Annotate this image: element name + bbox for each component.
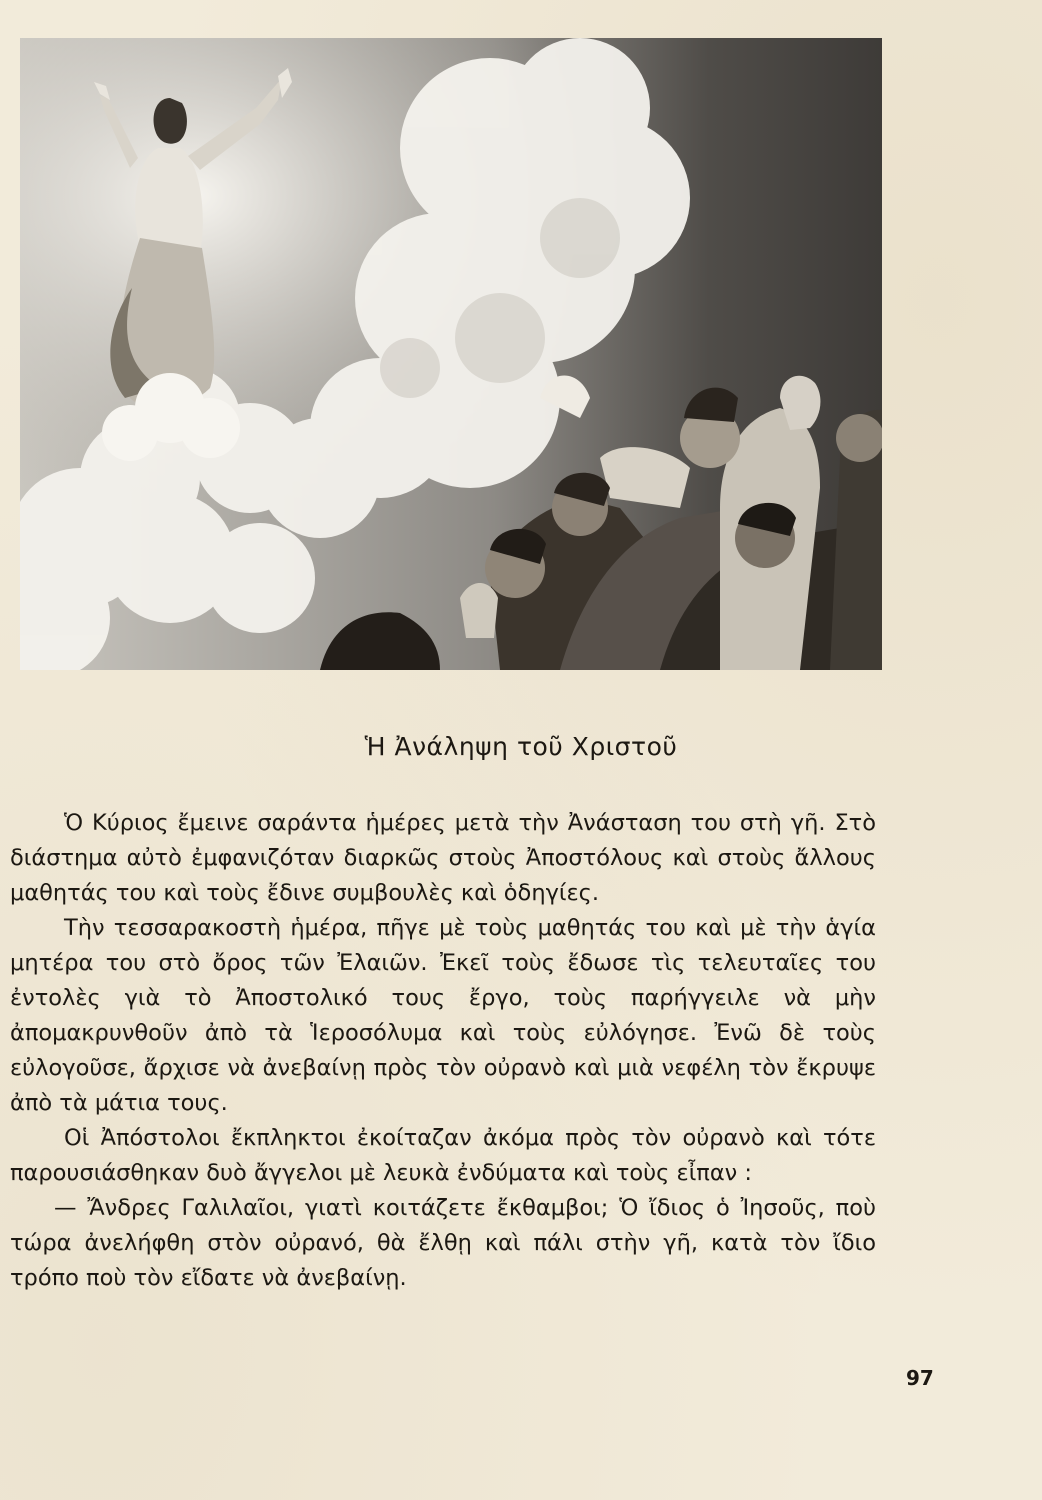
paragraph: Ὁ Κύριος ἔμεινε σαράντα ἡμέρες μετὰ τὴν Ἀνάσταση του στὴ γῆ. Στὸ διάστημα αὐτὸ ἐμφανιζόταν διαρκῶς στοὺς Ἀποστόλους καὶ στοὺς ἄλλους μαθητάς του καὶ τοὺς ἔδινε συμβουλὲς καὶ ὁδηγίες. <box>10 810 876 906</box>
illustration-drawing <box>20 38 882 670</box>
paragraph: Τὴν τεσσαρακοστὴ ἡμέρα, πῆγε μὲ τοὺς μαθητάς του καὶ μὲ τὴν ἁγία μητέρα του στὸ ὄρος τῶν Ἐλαιῶν. Ἐκεῖ τοὺς ἔδωσε τὶς τελευταῖες του ἐντολὲς γιὰ τὸ Ἀποστολικό τους ἔργο, τοὺς παρήγγειλε νὰ μὴν ἀπομακρυνθοῦν ἀπὸ τὰ Ἱεροσόλυμα καὶ τοὺς εὐλόγησε. Ἐνῶ δὲ τοὺς εὐλογοῦσε, ἄρχισε νὰ ἀνεβαίνῃ πρὸς τὸν οὐρανὸ καὶ μιὰ νεφέλη τὸν ἔκρυψε ἀπὸ τὰ μάτια τους. <box>10 915 876 1116</box>
body-text <box>10 806 876 1296</box>
page-title: Ἡ Ἀνάληψη τοῦ Χριστοῦ <box>364 732 678 761</box>
ascension-illustration <box>20 38 882 670</box>
paragraph: — Ἄνδρες Γαλιλαῖοι, γιατὶ κοιτάζετε ἔκθαμβοι; Ὁ ἴδιος ὁ Ἰησοῦς, ποὺ τώρα ἀνελήφθη στὸν οὐρανό, θὰ ἔλθῃ καὶ πάλι στὴν γῆ, κατὰ τὸν ἴδιο τρόπο ποὺ τὸν εἴδατε νὰ ἀνεβαίνῃ. <box>10 1195 876 1291</box>
page-number: 97 <box>906 1366 934 1390</box>
paragraph: Οἱ Ἀπόστολοι ἔκπληκτοι ἐκοίταζαν ἀκόμα πρὸς τὸν οὐρανὸ καὶ τότε παρουσιάσθηκαν δυὸ ἄγγελοι μὲ λευκὰ ἐνδύματα καὶ τοὺς εἶπαν : <box>10 1125 876 1186</box>
